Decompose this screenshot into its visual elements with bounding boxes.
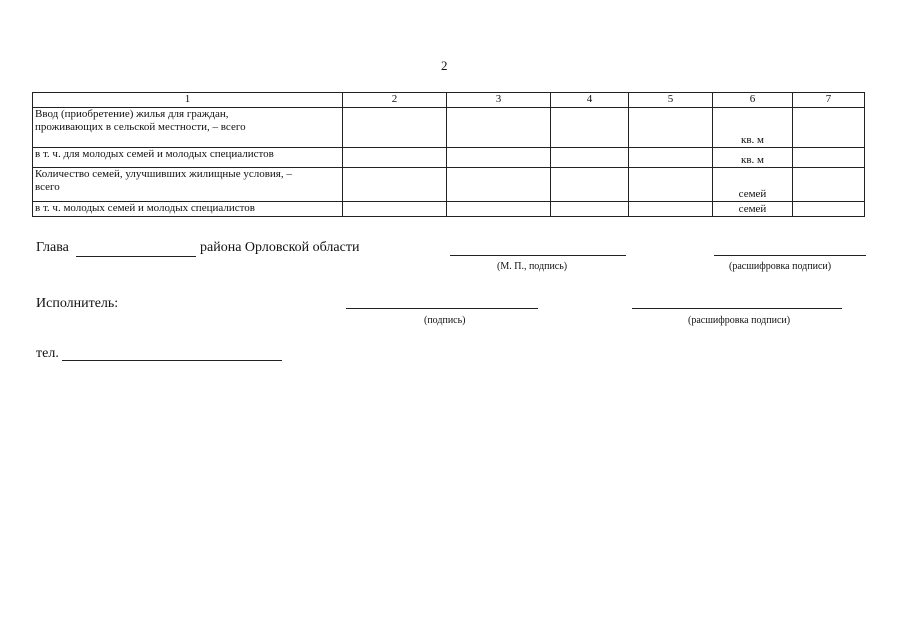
executor-decode-caption: (расшифровка подписи) — [688, 315, 791, 326]
value-cell[interactable] — [629, 108, 713, 148]
row-label-line: Количество семей, улучшивших жилищные условия, – — [35, 168, 292, 180]
head-decode-caption: (расшифровка подписи) — [729, 261, 832, 272]
column-header: 4 — [551, 93, 629, 108]
value-cell[interactable] — [343, 202, 447, 217]
executor-label: Исполнитель: — [36, 296, 119, 311]
unit-cell: кв. м — [713, 148, 793, 168]
value-cell[interactable] — [447, 202, 551, 217]
district-name-field[interactable] — [76, 256, 196, 257]
value-cell[interactable] — [343, 108, 447, 148]
unit-cell: семей — [713, 168, 793, 202]
value-cell[interactable] — [447, 108, 551, 148]
head-suffix: района Орловской области — [200, 240, 360, 255]
value-cell[interactable] — [447, 148, 551, 168]
value-cell[interactable] — [629, 148, 713, 168]
value-cell[interactable] — [793, 168, 865, 202]
phone-field[interactable] — [62, 360, 282, 361]
value-cell[interactable] — [551, 168, 629, 202]
column-header: 6 — [713, 93, 793, 108]
row-label — [33, 148, 343, 168]
report-table — [32, 92, 865, 217]
executor-signature-caption: (подпись) — [424, 315, 466, 326]
table-header-row — [33, 93, 865, 108]
row-label-line: проживающих в сельской местности, – всего — [35, 121, 246, 133]
unit-cell: кв. м — [713, 108, 793, 148]
executor-signature-line[interactable] — [346, 308, 538, 309]
head-signature-caption: (М. П., подпись) — [497, 261, 568, 272]
row-label-line: в т. ч. для молодых семей и молодых специалистов — [35, 148, 274, 160]
row-label — [33, 168, 343, 202]
head-prefix: Глава — [36, 240, 69, 255]
row-label-line: в т. ч. молодых семей и молодых специалистов — [35, 202, 255, 214]
phone-label: тел. — [36, 346, 59, 361]
row-label-line: всего — [35, 181, 60, 193]
page-number: 2 — [441, 58, 448, 73]
table-row — [33, 148, 865, 168]
column-header: 5 — [629, 93, 713, 108]
table-row — [33, 168, 865, 202]
column-header: 3 — [447, 93, 551, 108]
row-label — [33, 108, 343, 148]
head-signature-line[interactable] — [450, 255, 626, 256]
executor-decode-line[interactable] — [632, 308, 842, 309]
value-cell[interactable] — [629, 168, 713, 202]
unit-cell: семей — [713, 202, 793, 217]
row-label-line: Ввод (приобретение) жилья для граждан, — [35, 108, 229, 120]
value-cell[interactable] — [551, 202, 629, 217]
value-cell[interactable] — [551, 148, 629, 168]
column-header: 7 — [793, 93, 865, 108]
column-header: 2 — [343, 93, 447, 108]
value-cell[interactable] — [447, 168, 551, 202]
value-cell[interactable] — [793, 108, 865, 148]
value-cell[interactable] — [629, 202, 713, 217]
value-cell[interactable] — [793, 148, 865, 168]
table-row — [33, 108, 865, 148]
row-label — [33, 202, 343, 217]
value-cell[interactable] — [343, 168, 447, 202]
value-cell[interactable] — [551, 108, 629, 148]
column-header: 1 — [33, 93, 343, 108]
value-cell[interactable] — [793, 202, 865, 217]
head-decode-line[interactable] — [714, 255, 866, 256]
value-cell[interactable] — [343, 148, 447, 168]
table-row — [33, 202, 865, 217]
